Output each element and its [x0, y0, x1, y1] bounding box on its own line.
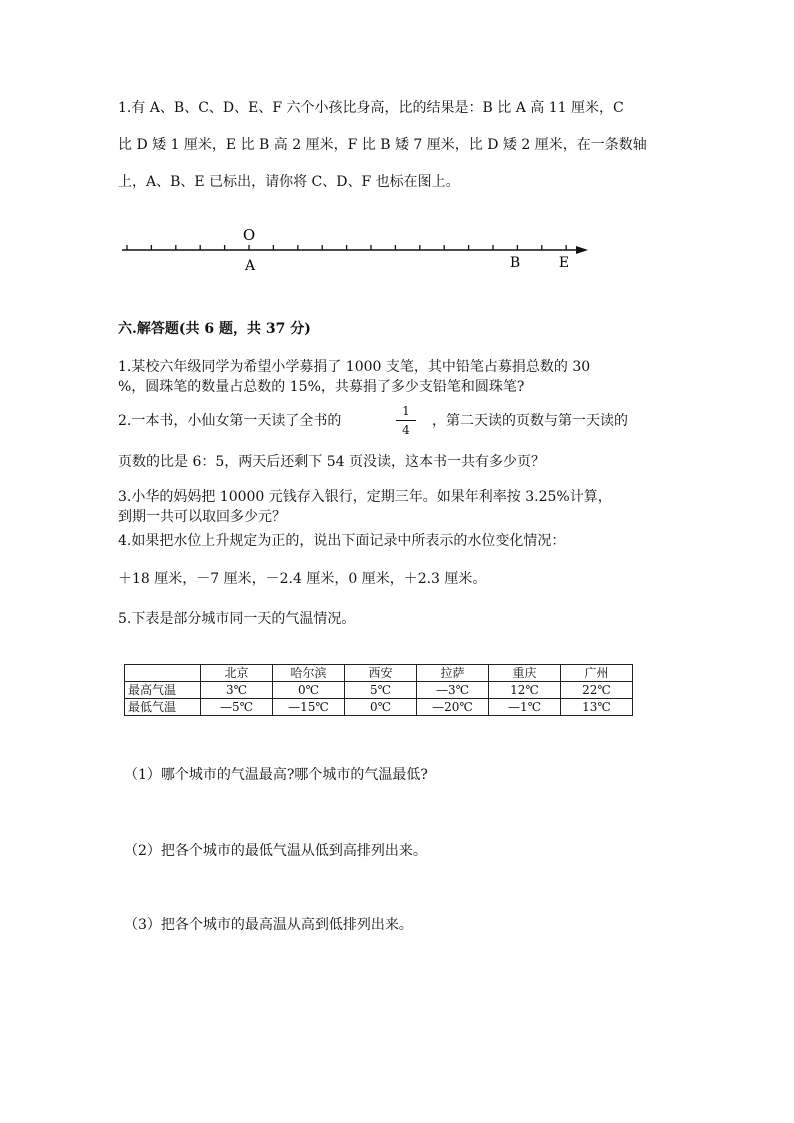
table-cell: 3℃ [201, 682, 273, 699]
problem-4-line-2: ＋18 厘米，－7 厘米，－2.4 厘米，0 厘米，＋2.3 厘米。 [118, 571, 487, 587]
table-cell: 西安 [345, 665, 417, 682]
problem-1-line-2: %，圆珠笔的数量占总数的 15%，共募捐了多少支铅笔和圆珠笔? [118, 379, 525, 395]
problem-3-line-1: 3.小华的妈妈把 10000 元钱存入银行，定期三年。如果年利率按 3.25%计算， [118, 489, 612, 505]
problem-2-line-1b: ，第二天读的页数与第一天读的 [432, 413, 628, 429]
table-cell: —1℃ [489, 699, 561, 716]
table-cell: 13℃ [561, 699, 633, 716]
table-row [125, 682, 633, 699]
problem-2-line-2: 页数的比是 6：5，两天后还剩下 54 页没读，这本书一共有多少页？ [118, 454, 545, 470]
table-row [125, 699, 633, 716]
table-cell: —20℃ [417, 699, 489, 716]
table-cell: 哈尔滨 [273, 665, 345, 682]
temperature-table [124, 664, 633, 716]
problem-5-sub-3: （3）把各个城市的最高温从高到低排列出来。 [124, 917, 413, 933]
label-a: A [244, 258, 256, 274]
question-1-line-2: 比 D 矮 1 厘米，E 比 B 高 2 厘米，F 比 B 矮 7 厘米，比 D 矮 2 厘米，在一条数轴 [118, 137, 647, 153]
table-cell: 0℃ [273, 682, 345, 699]
fraction-numerator: 1 [402, 404, 410, 418]
table-cell: 北京 [201, 665, 273, 682]
table-cell: 最高气温 [125, 682, 201, 699]
number-line [118, 220, 598, 276]
section-title: 六.解答题(共 6 题，共 37 分) [118, 321, 311, 337]
table-cell: 重庆 [489, 665, 561, 682]
table-cell: 5℃ [345, 682, 417, 699]
number-line-arrow [576, 246, 588, 254]
question-1-line-1: 1.有 A、B、C、D、E、F 六个小孩比身高，比的结果是：B 比 A 高 11 厘米，C [118, 100, 624, 116]
problem-5-sub-1: （1）哪个城市的气温最高?哪个城市的气温最低? [124, 767, 428, 783]
fraction-denominator: 4 [402, 423, 410, 437]
table-cell: 12℃ [489, 682, 561, 699]
problem-5-sub-2: （2）把各个城市的最低气温从低到高排列出来。 [124, 843, 427, 859]
fraction-one-quarter [396, 404, 416, 437]
label-b: B [509, 255, 521, 271]
fraction-bar [396, 420, 416, 421]
label-e: E [558, 255, 570, 271]
table-cell: —5℃ [201, 699, 273, 716]
label-o: O [242, 226, 256, 244]
question-1-line-3: 上，A、B、E 已标出，请你将 C、D、F 也标在图上。 [118, 174, 460, 190]
table-cell: 22℃ [561, 682, 633, 699]
problem-3-line-2: 到期一共可以取回多少元？ [118, 509, 286, 525]
problem-2-line-1a: 2.一本书，小仙女第一天读了全书的 [118, 413, 342, 429]
problem-5-line-1: 5.下表是部分城市同一天的气温情况。 [118, 611, 356, 627]
table-cell: —15℃ [273, 699, 345, 716]
table-cell: —3℃ [417, 682, 489, 699]
table-header-row [125, 665, 633, 682]
table-cell: 0℃ [345, 699, 417, 716]
table-cell [125, 665, 201, 682]
table-cell: 拉萨 [417, 665, 489, 682]
table-cell: 最低气温 [125, 699, 201, 716]
table-cell: 广州 [561, 665, 633, 682]
problem-4-line-1: 4.如果把水位上升规定为正的，说出下面记录中所表示的水位变化情况： [118, 533, 566, 549]
problem-1-line-1: 1.某校六年级同学为希望小学募捐了 1000 支笔，其中铅笔占募捐总数的 30 [118, 359, 591, 375]
